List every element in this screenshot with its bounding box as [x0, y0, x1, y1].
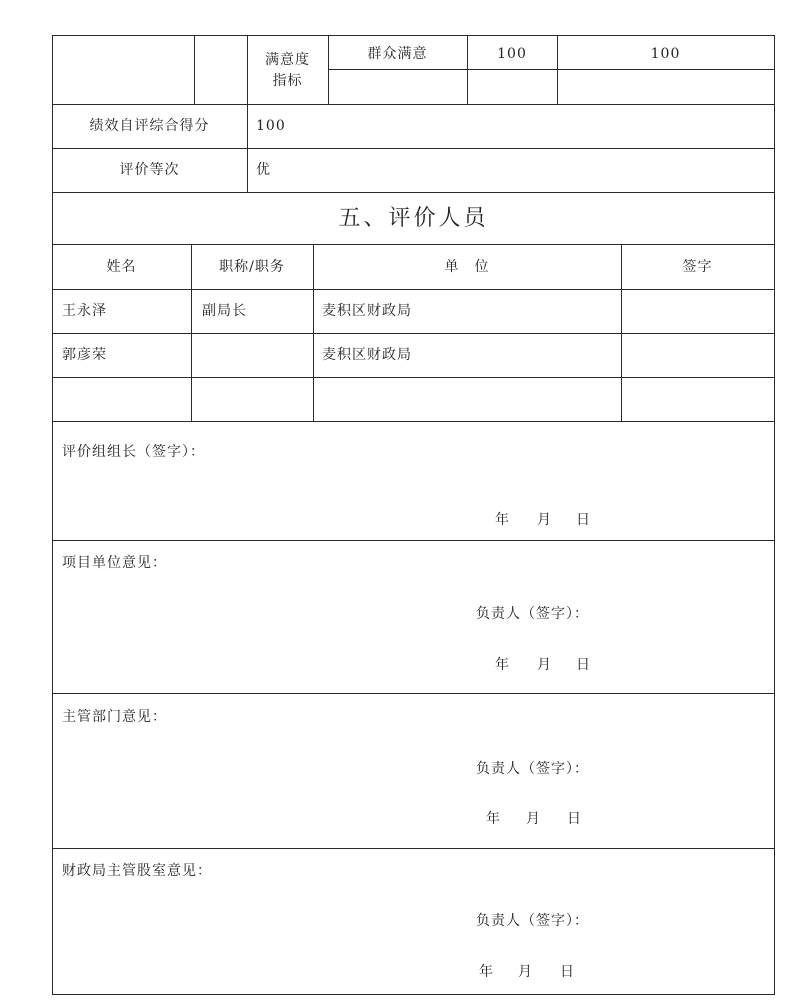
staff-unit: 麦积区财政局 [322, 303, 412, 319]
staff-name: 王永泽 [62, 303, 107, 319]
date-day: 日 [567, 811, 582, 827]
department-opinion-label: 主管部门意见： [62, 709, 167, 725]
section-title: 五、评价人员 [338, 206, 489, 231]
indicator-label-line2: 指标 [272, 73, 303, 89]
date-month: 月 [518, 964, 533, 980]
date-month: 月 [526, 811, 541, 827]
staff-name: 郭彦荣 [62, 347, 107, 363]
date-year: 年 [486, 811, 501, 827]
header-signature: 签字 [682, 259, 713, 275]
finance-office-signer: 负责人（签字）： [476, 913, 589, 929]
indicator-item: 群众满意 [367, 46, 428, 62]
date-year: 年 [495, 512, 510, 528]
border-bottom [52, 994, 775, 995]
date-month: 月 [537, 657, 552, 673]
date-day: 日 [560, 964, 575, 980]
date-day: 日 [576, 512, 591, 528]
divider [52, 192, 775, 193]
divider [52, 540, 775, 541]
divider [52, 289, 775, 290]
divider [52, 104, 775, 105]
finance-office-date [0, 963, 800, 981]
divider [194, 35, 195, 105]
divider [52, 333, 775, 334]
score-label: 绩效自评综合得分 [89, 118, 210, 134]
date-month: 月 [537, 512, 552, 528]
leader-signature-label: 评价组组长（签字）： [62, 444, 205, 460]
header-title: 职称/职务 [219, 259, 285, 275]
grade-value: 优 [256, 162, 271, 178]
date-year: 年 [495, 657, 510, 673]
divider [52, 148, 775, 149]
header-name: 姓名 [106, 259, 137, 275]
department-date [0, 810, 800, 828]
leader-date [0, 511, 800, 529]
project-unit-date [0, 656, 800, 674]
grade-label: 评价等次 [119, 162, 180, 178]
divider [52, 693, 775, 694]
project-unit-signer: 负责人（签字）： [476, 606, 589, 622]
finance-office-opinion-label: 财政局主管股室意见： [62, 863, 212, 879]
department-signer: 负责人（签字）： [476, 761, 589, 777]
date-year: 年 [479, 964, 494, 980]
indicator-target: 100 [497, 46, 527, 62]
indicator-label-line1: 满意度 [265, 52, 310, 68]
header-unit: 单 位 [444, 259, 490, 275]
divider [52, 377, 775, 378]
staff-title: 副局长 [202, 303, 247, 319]
border-top [52, 35, 775, 36]
date-day: 日 [576, 657, 591, 673]
score-value: 100 [256, 118, 286, 134]
divider [52, 848, 775, 849]
divider [52, 421, 775, 422]
staff-unit: 麦积区财政局 [322, 347, 412, 363]
project-unit-opinion-label: 项目单位意见： [62, 555, 167, 571]
indicator-actual: 100 [650, 46, 681, 62]
divider [52, 244, 775, 245]
divider [328, 69, 775, 70]
